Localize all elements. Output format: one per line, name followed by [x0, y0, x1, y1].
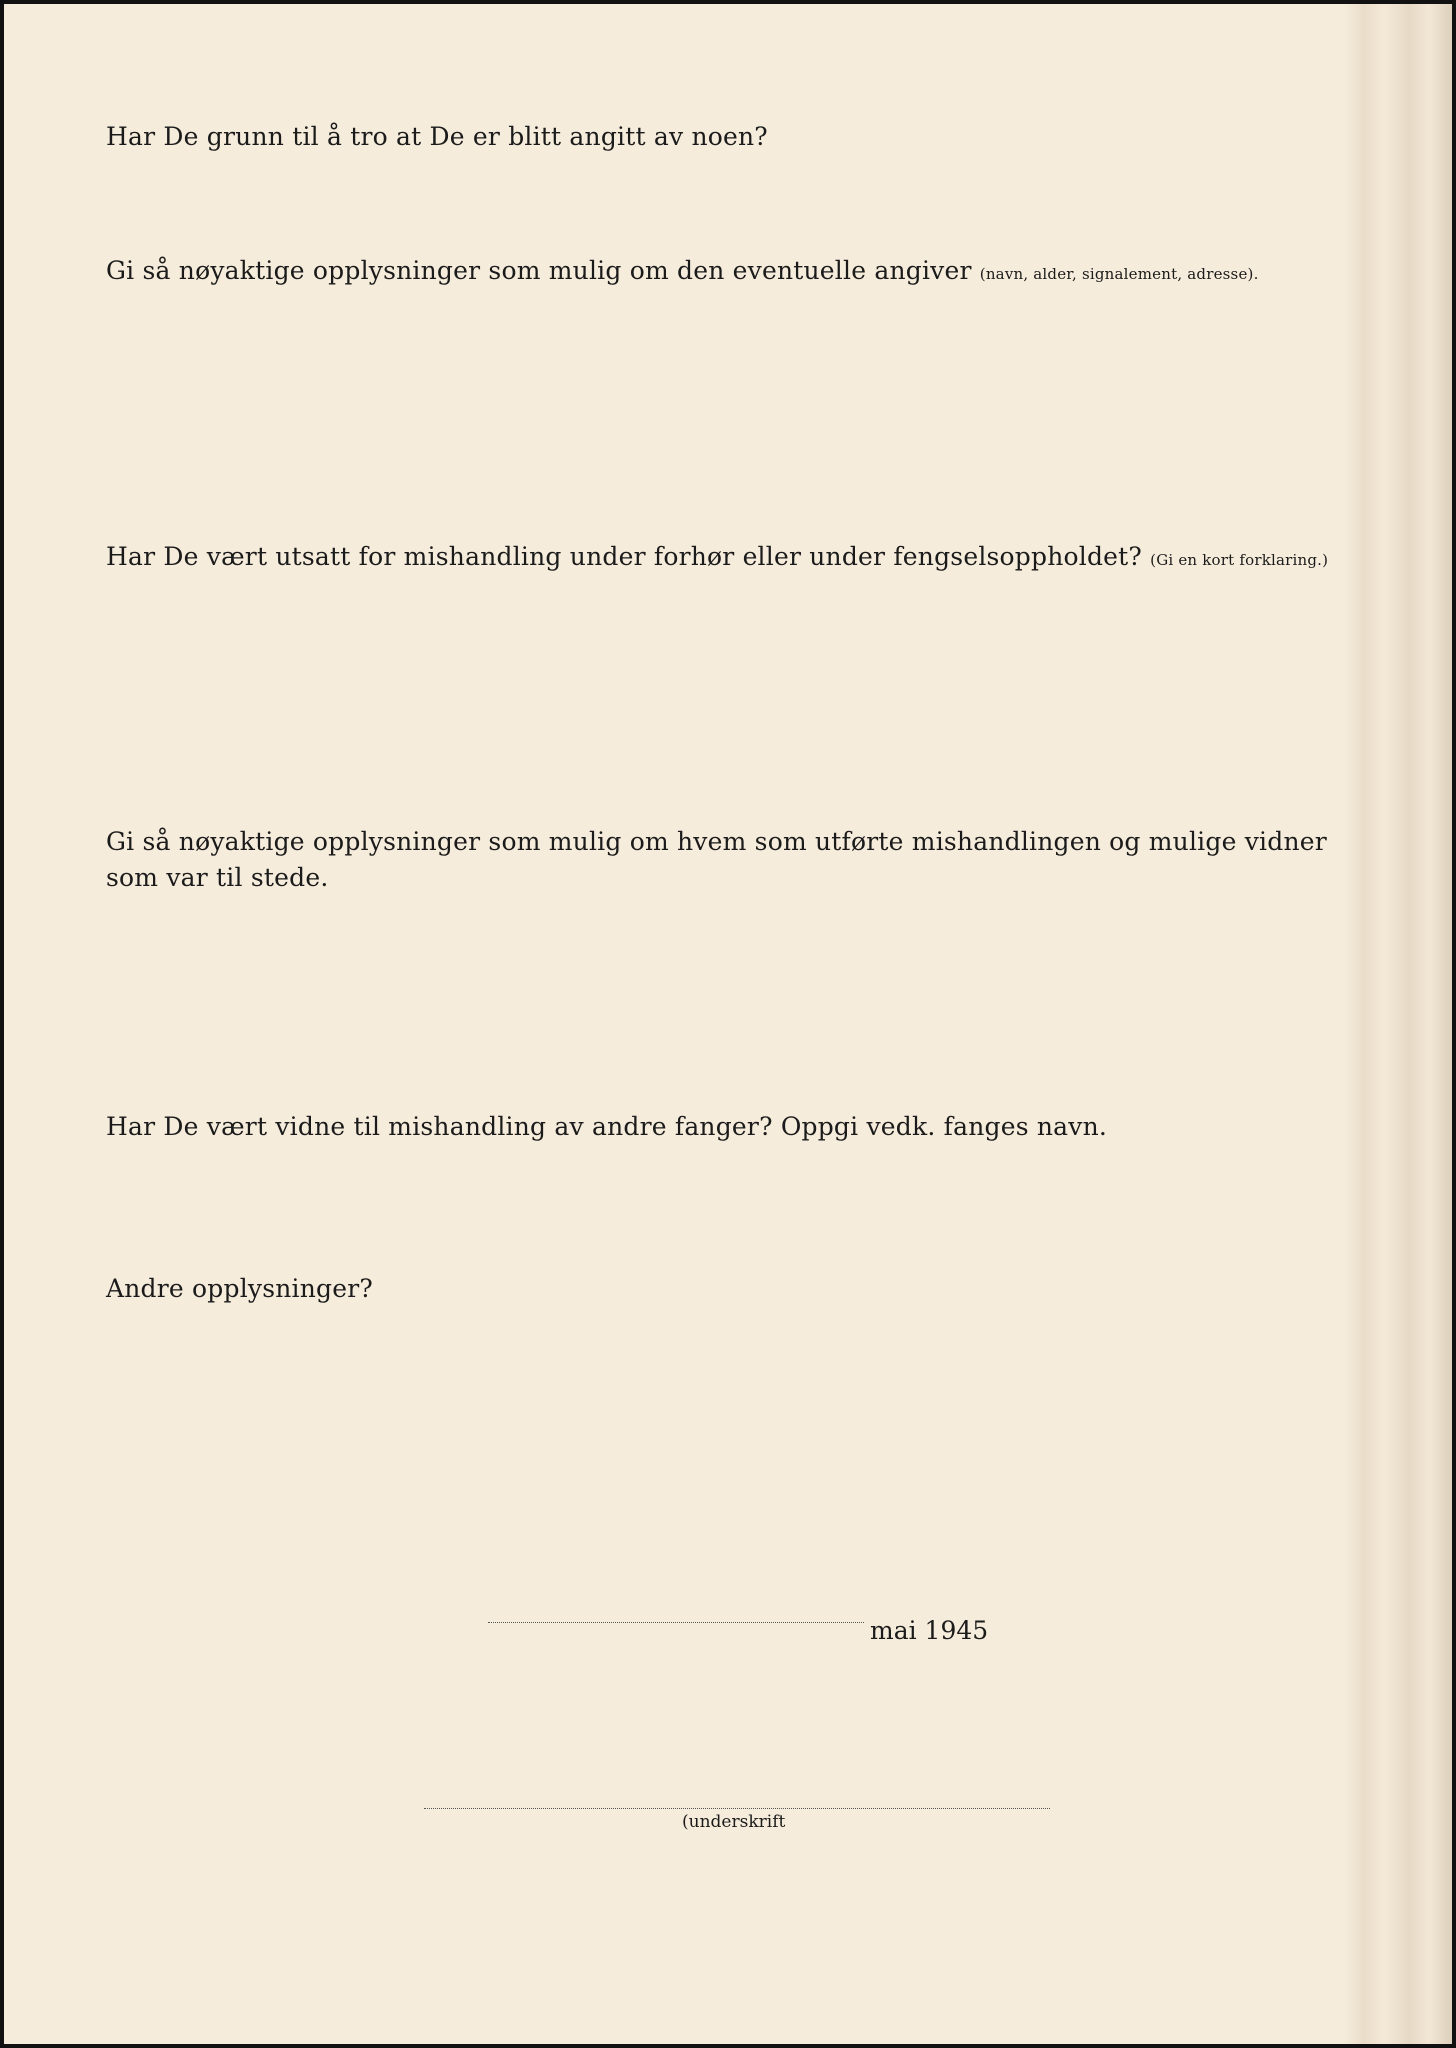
date-text: mai 1945 [870, 1616, 989, 1645]
signature-line [424, 1808, 1050, 1809]
form-page [4, 4, 1452, 2044]
question-witnessed-mistreatment: Har De vært vidne til mishandling av andre fanger? Oppgi vedk. fanges navn. [106, 1112, 1108, 1141]
signature-label: (underskrift [682, 1812, 786, 1832]
date-line [488, 1622, 864, 1623]
question-mistreatment-note: (Gi en kort forklaring.) [1150, 551, 1329, 569]
question-informant-details [106, 256, 1259, 285]
question-mistreatment-text: Har De vært utsatt for mishandling under forhør eller under fengselsoppholdet? [106, 542, 1142, 571]
question-informant: Har De grunn til å tro at De er blitt angitt av noen? [106, 122, 768, 151]
question-mistreatment [106, 542, 1328, 571]
question-perpetrators-witnesses: Gi så nøyaktige opplysninger som mulig om hvem som utførte mishandlingen og mulige vidner som var til stede. [106, 827, 1327, 892]
question-other-information: Andre opplysninger? [106, 1274, 374, 1303]
question-informant-details-note: (navn, alder, signalement, adresse). [979, 265, 1259, 283]
question-informant-details-text: Gi så nøyaktige opplysninger som mulig om den eventuelle angiver [106, 256, 972, 285]
